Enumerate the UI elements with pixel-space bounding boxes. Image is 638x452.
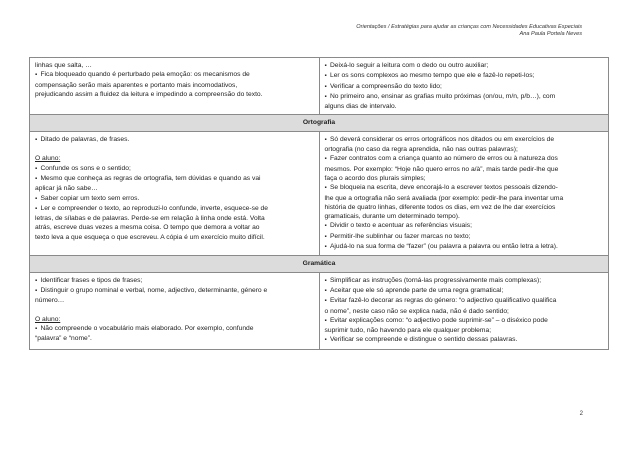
bullet-item: ▪ Se bloqueia na escrita, deve encorajá-lo a escrever textos pessoais dizendo- [325, 183, 604, 193]
text-line: gramaticais, durante um determinado tempo). [324, 213, 460, 221]
text-line: mesmos. Por exemplo: “Hoje não quero erros no a/à”, mais tarde pedir-lhe que [324, 165, 559, 173]
text-line: letras, de sílabas e de palavras. Perde-se em relação à linha onde está. Volta [35, 215, 265, 223]
text-line: o nome”, neste caso não se explica nada, não é dado sentido; [324, 307, 509, 315]
section-header-row [30, 115, 609, 131]
text-line: número… [35, 297, 65, 305]
bullet-item: ▪ Ajudá-lo na sua forma de “fazer” (ou palavra a palavra ou então letra a letra). [325, 242, 604, 252]
bullet-item: ▪ Deixá-lo seguir a leitura com o dedo ou outro auxiliar; [325, 61, 604, 71]
section-header-row [30, 256, 609, 272]
bullet-item: ▪ Permitir-lhe sublinhar ou fazer marcas no texto; [325, 232, 604, 242]
bullet-item: ▪ Verificar a compreensão do texto lido; [325, 82, 604, 92]
page-number: 2 [579, 411, 583, 417]
text-line: ortografia (no caso da regra aprendida, não nas outras palavras); [324, 146, 518, 154]
text-line: faça o acordo dos plurais simples; [324, 174, 426, 182]
bullet-item: ▪ Evitar fazê-lo decorar as regras do género: “o adjectivo qualificativo qualifica [325, 296, 604, 306]
bullet-item: ▪ Dividir o texto e acentuar as referências visuais; [325, 221, 604, 231]
text-line: lhe que a ortografia não será avaliada (por exemplo: pedir-lhe para inventar uma [324, 194, 564, 202]
text-line: aplicar já não sabe… [35, 185, 98, 193]
bullet-item: ▪ Fica bloqueado quando é perturbado pela emoção: os mecanismos de [35, 70, 314, 80]
bullet-item: ▪ Verificar se compreende e distingue o sentido dessas palavras. [325, 335, 604, 345]
bullet-item: ▪ Evitar explicações como: “o adjectivo pode suprimir-se” – o diséxico pode [325, 316, 604, 326]
difficulties-cell [30, 58, 320, 115]
text-line: linhas que salta, … [35, 62, 92, 69]
text-line: suprimir tudo, não havendo para ele qualquer problema; [324, 327, 492, 335]
table-row [30, 131, 609, 256]
bullet-item: ▪ Ditado de palavras, de frases. [35, 135, 314, 145]
bullet-item: ▪ No primeiro ano, ensinar as grafias muito próximas (on/ou, m/n, p/b…), com [325, 92, 604, 102]
subheading: O aluno: [35, 155, 61, 163]
bullet-item: ▪ Ler os sons complexos ao mesmo tempo que ele e fazê-lo repeti-los; [325, 71, 604, 81]
text-line: compensação serão mais aparentes e portanto mais incomodativos, [35, 81, 238, 89]
bullet-item: ▪ Identificar frases e tipos de frases; [35, 276, 314, 286]
strategies-cell [319, 58, 609, 115]
subheading: O aluno: [35, 315, 61, 323]
bullet-item: ▪ Simplificar as instruções (torná-las progressivamente mais complexas); [325, 276, 604, 286]
text-line: “palavra” e “nome”. [35, 335, 92, 343]
text-line: prejudicando assim a fluidez da leitura e impedindo a compreensão do texto. [35, 90, 263, 98]
text-line: alguns dias de intervalo. [324, 103, 397, 111]
section-title-gramatica: Gramática [30, 256, 609, 272]
strategies-cell [319, 272, 609, 349]
page-header [356, 24, 582, 38]
section-title-ortografia: Ortografia [30, 115, 609, 131]
bullet-item: ▪ Só deverá considerar os erros ortográficos nos ditados ou em exercícios de [325, 135, 604, 145]
bullet-item: ▪ Confunde os sons e o sentido; [35, 164, 314, 174]
bullet-item: ▪ Ler e compreender o texto, ao reproduzi-lo confunde, inverte, esquece-se de [35, 204, 314, 214]
bullet-item: ▪ Distinguir o grupo nominal e verbal, nome, adjectivo, determinante, género e [35, 286, 314, 296]
bullet-item: ▪ Fazer contratos com a criança quanto ao número de erros ou à natureza dos [325, 154, 604, 164]
bullet-item: ▪ Aceitar que ele só aprende parte de uma regra gramatical; [325, 286, 604, 296]
text-line: texto leva a que esqueça o que escreveu. A cópia é um exercício muito difícil. [35, 233, 265, 241]
text-line: história de quatro linhas, diferente todos os dias, em vez de lhe dar exercícios [324, 203, 556, 211]
strategies-table [29, 57, 609, 350]
difficulties-cell [30, 131, 320, 256]
difficulties-cell [30, 272, 320, 349]
table-row [30, 58, 609, 115]
table-row [30, 272, 609, 349]
header-title: Orientações / Estratégias para ajudar as crianças com Necessidades Educativas Especiais [356, 24, 582, 30]
bullet-item: ▪ Não compreende o vocabulário mais elaborado. Por exemplo, confunde [35, 324, 314, 334]
header-author: Ana Paula Portela Neves [519, 31, 582, 38]
text-line: atrás, escreve duas vezes a mesma coisa. O tempo que demora a voltar ao [35, 224, 260, 232]
bullet-item: ▪ Mesmo que conheça as regras de ortografia, tem dúvidas e quando as vai [35, 174, 314, 184]
strategies-cell [319, 131, 609, 256]
bullet-item: ▪ Saber copiar um texto sem erros. [35, 194, 314, 204]
